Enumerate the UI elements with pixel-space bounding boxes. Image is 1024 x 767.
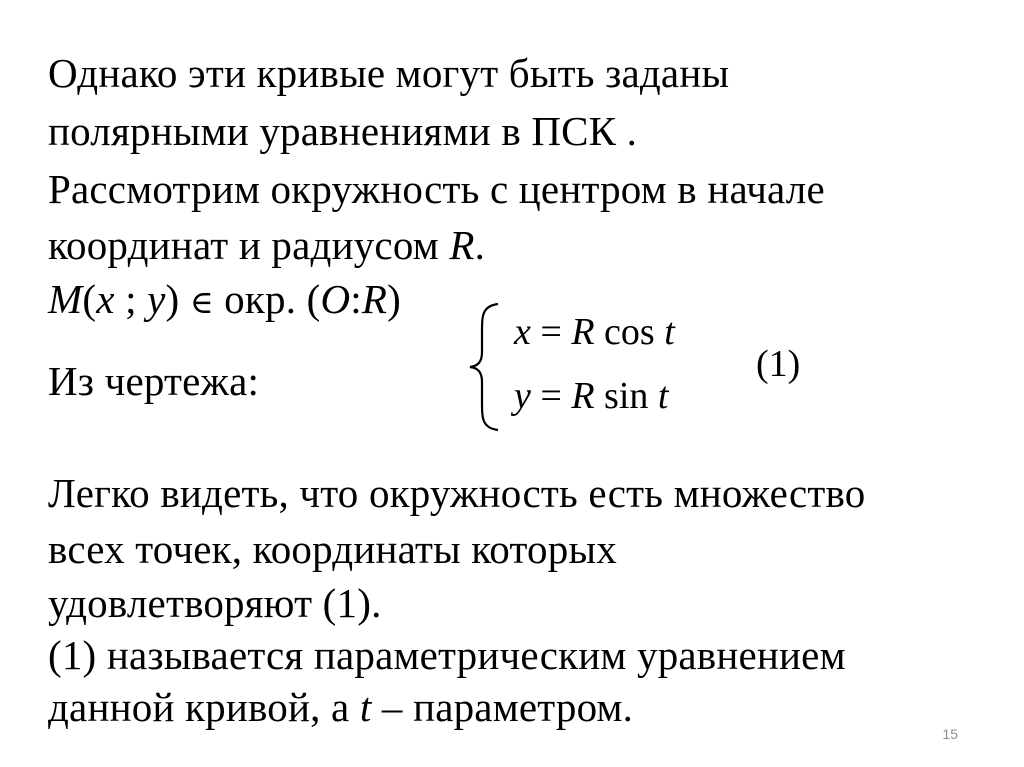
membership-formula	[48, 274, 401, 327]
equals-sign: =	[530, 311, 572, 353]
text-fragment: – параметром.	[371, 684, 634, 730]
paren-end: )	[387, 276, 401, 322]
variable-x: x	[96, 276, 115, 322]
text-line: (1) называется параметрическим уравнением	[48, 632, 846, 678]
paren-open: (	[82, 276, 97, 322]
text-line: Однако эти кривые могут быть заданы	[48, 50, 730, 96]
colon: :	[350, 276, 362, 322]
paren-close: )	[165, 276, 190, 322]
separator: ;	[114, 276, 148, 322]
text-fragment: координат и радиусом	[48, 222, 450, 268]
point-M: M	[48, 276, 83, 322]
parameter-t: t	[359, 684, 372, 730]
text-line	[48, 682, 633, 732]
equals-sign: =	[530, 375, 572, 417]
variable-x: x	[514, 311, 531, 353]
text-line: удовлетворяют (1).	[48, 580, 382, 626]
sin-function: sin	[594, 375, 658, 417]
variable-R: R	[449, 222, 475, 268]
parameter-t: t	[664, 311, 675, 353]
text-line: Рассмотрим окружность с центром в начале	[48, 166, 825, 212]
variable-R: R	[571, 375, 595, 417]
page-number: 15	[942, 726, 958, 742]
text-fragment: .	[474, 222, 486, 268]
equation-y	[514, 374, 668, 418]
circle-abbrev: окр. (	[213, 276, 321, 322]
text-fragment: данной кривой, а	[48, 684, 360, 730]
element-of-symbol: ∈	[189, 283, 214, 321]
text-line	[48, 220, 485, 270]
text-line: Легко видеть, что окружность есть множество	[48, 470, 866, 516]
from-drawing-label: Из чертежа:	[48, 358, 260, 404]
radius-R: R	[361, 276, 388, 322]
center-O: O	[320, 276, 351, 322]
parameter-t: t	[657, 375, 669, 417]
variable-R: R	[571, 311, 595, 353]
equation-number: (1)	[756, 343, 801, 385]
equation-x	[514, 310, 675, 354]
variable-y: y	[514, 375, 531, 417]
left-brace	[468, 302, 502, 432]
variable-y: y	[147, 276, 166, 322]
cos-function: cos	[594, 311, 665, 353]
text-line: полярными уравнениями в ПСК .	[48, 108, 638, 154]
text-line: всех точек, координаты которых	[48, 526, 617, 572]
